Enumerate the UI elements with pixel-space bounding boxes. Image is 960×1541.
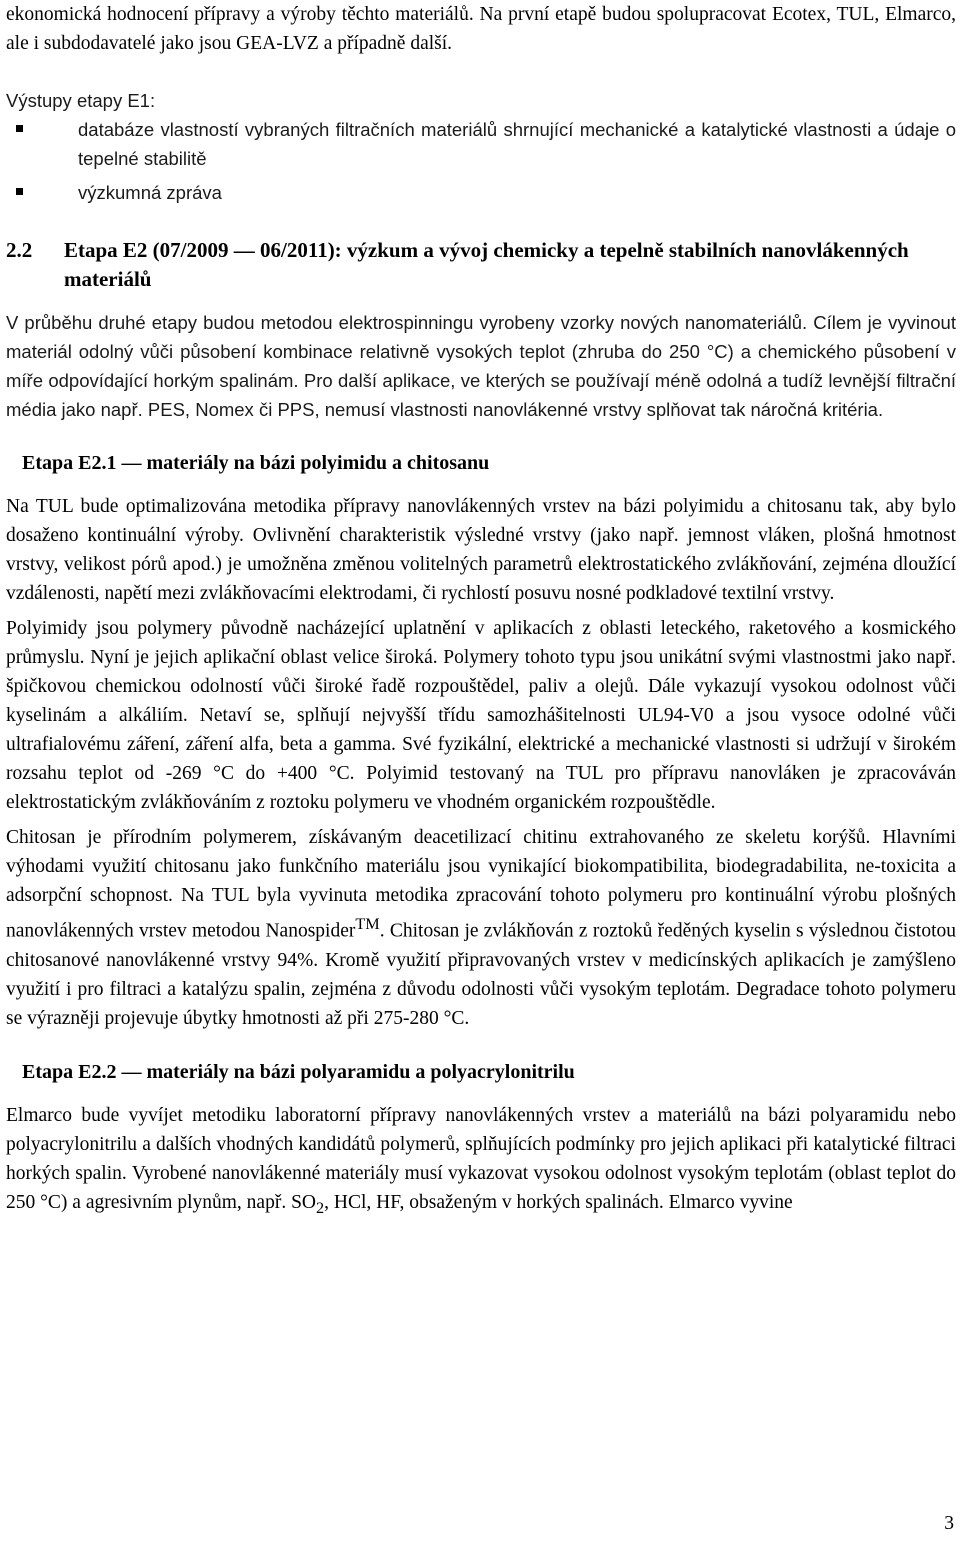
paragraph-text: . Chitosan je zvlákňován z roztoků ředěných kyselin s výslednou čistotou chitosanové nanovlákenné vrstvy 94%. Kromě využití připravovaných vrstev v medicínských aplikacích je zamýšleno využití i pro filtraci a katalýzu spalin, zejména z důvodu odolnosti vůči vysokým teplotám. Degradace tohoto polymeru se výrazněji projevuje úbytky hmotnosti až při 275-280 °C. [6,920,956,1029]
section-heading [6,236,956,294]
paragraph-text: Chitosan je přírodním polymerem, získávaným deacetilizací chitinu extrahovaného ze skeletu korýšů. Hlavními výhodami využití chitosanu jako funkčního materiálu jsou vynikající biokompatibilita, biodegradabilita, ne-toxicita a adsorpční schopnost. Na TUL byla vyvinuta metodika zpracování tohoto polymeru pro kontinuální výrobu plošných nanovlákenných vrstev metodou Nanospider [6,827,956,942]
list-item-text: výzkumná zpráva [78,182,222,203]
list-item [6,115,956,173]
list-item [6,178,956,207]
section-number: 2.2 [6,238,33,262]
paragraph-text: Elmarco bude vyvíjet metodiku laboratorní přípravy nanovlákenných vrstev a materiálů na bázi polyaramidu nebo polyacrylonitrilu a dalších vhodných kandidátů polymerů, splňujících podmínky pro jejich aplikaci při katalytické filtraci horkých spalin. Vyrobené nanovlákenné materiály musí vykazovat vysokou odolnost vysokým teplotám (oblast teplot do 250 °C) a agresivním plynům, např. SO [6,1104,956,1213]
section-paragraph: V průběhu druhé etapy budou metodou elektrospinningu vyrobeny vzorky nových nanomateriálů. Cílem je vyvinout materiál odolný vůči působení kombinace relativně vysokých teplot (zhruba do 250 °C) a chemického působení v míře odpovídající horkým spalinám. Pro další aplikace, ve kterých se používají méně odolná a tudíž levnější filtrační média jako např. PES, Nomex či PPS, nemusí vlastnosti nanovlákenné vrstvy splňovat tak náročná kritéria. [6,312,956,420]
paragraph: Na TUL bude optimalizována metodika přípravy nanovlákenných vrstev na bázi polyimidu a chitosanu tak, aby bylo dosaženo kontinuální výroby. Ovlivnění charakteristik výsledné vrstvy (jako např. jemnost vláken, plošná hmotnost vrstvy, velikost pórů apod.) je umožněna změnou volitelných parametrů elektrostatického zvlákňování, zejména dloužící vzdálenosti, napětí mezi zvlákňovacími elektrodami, či rychlostí posuvu nosné podkladové textilní vrstvy. [6,496,956,604]
square-bullet-icon [16,125,23,132]
section-title: Etapa E2 (07/2009 — 06/2011): výzkum a vývoj chemicky a tepelně stabilních nanovlákenných materiálů [64,238,909,291]
page-number: 3 [944,1513,954,1534]
paragraph: Polyimidy jsou polymery původně nacházející uplatnění v aplikacích z oblasti leteckého, raketového a kosmického průmyslu. Nyní je jejich aplikační oblast velice široká. Polymery tohoto typu jsou unikátní svými vlastnostmi jako např. špičkovou chemickou odolností vůči široké řadě rozpouštědel, paliv a olejů. Dále vykazují vysokou odolnost vůči kyselinám a alkáliím. Netaví se, splňují nejvyšší třídu samozhášitelnosti UL94-V0 a jsou vysoce odolné vůči ultrafialovému záření, záření alfa, beta a gamma. Své fyzikální, elektrické a mechanické vlastnosti si udržují v širokém rozsahu teplot od -269 °C do +400 °C. Polyimid testovaný na TUL pro přípravu nanovláken je zpracováván elektrostatickým zvlákňováním z roztoku polymeru ve vhodném organickém rozpouštědle. [6,618,956,813]
paragraph [6,1101,956,1223]
chitosan-paragraph [6,823,956,1033]
square-bullet-icon [16,188,23,195]
list-item-text: databáze vlastností vybraných filtračních materiálů shrnující mechanické a katalytické vlastnosti a údaje o tepelné stabilitě [78,119,956,169]
subsection-heading-e21: Etapa E2.1 — materiály na bázi polyimidu a chitosanu [22,452,490,474]
subscript: 2 [316,1198,325,1217]
trademark-superscript: TM [355,915,380,933]
subsection-heading-e22: Etapa E2.2 — materiály na bázi polyaramidu a polyacrylonitrilu [22,1060,575,1083]
outputs-title: Výstupy etapy E1: [6,90,156,111]
intro-paragraph: ekonomická hodnocení přípravy a výroby těchto materiálů. Na první etapě budou spolupracovat Ecotex, TUL, Elmarco, ale i subdodavatelé jako jsou GEA-LVZ a případně další. [6,4,956,54]
document-page [6,0,956,1222]
outputs-list [6,115,956,207]
paragraph-text: , HCl, HF, obsaženým v horkých spalinách. Elmarco vyvine [324,1191,793,1213]
